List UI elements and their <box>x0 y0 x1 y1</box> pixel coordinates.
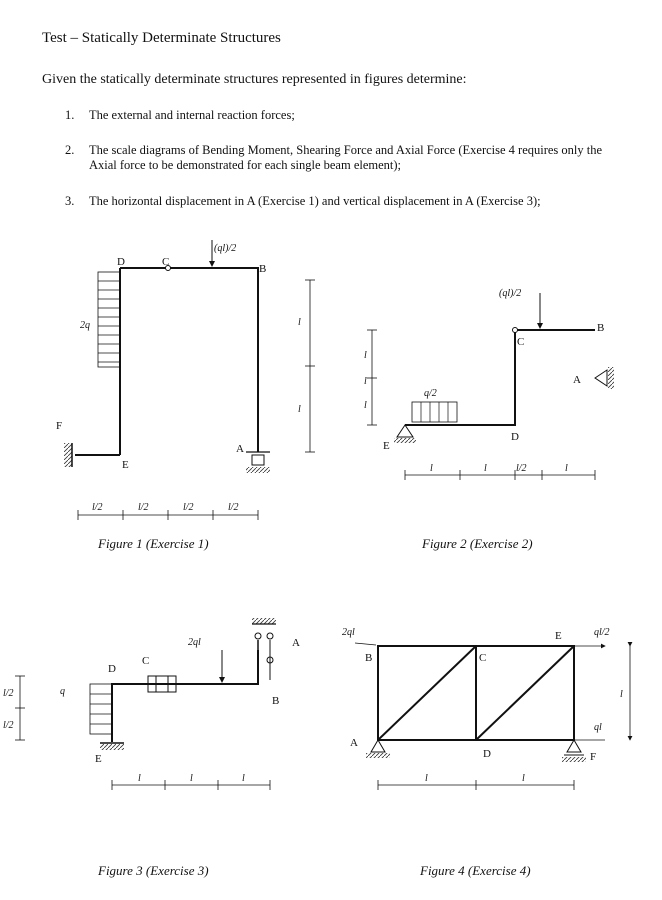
fig4-dim-v1: l <box>620 689 623 700</box>
fig2-label-q2: q/2 <box>424 388 437 399</box>
fig3-dim-h3: l <box>242 773 245 784</box>
fig2-node-b: B <box>597 322 605 334</box>
fig2-node-e: E <box>383 440 390 452</box>
fig1-dim-h3: l/2 <box>183 502 194 513</box>
fig4-label-2ql: 2ql <box>342 627 355 638</box>
fig3-node-e: E <box>95 753 102 765</box>
fig3-dim-h2: l <box>190 773 193 784</box>
fig4-load-left <box>355 643 376 645</box>
fig3-node-c: C <box>142 655 150 667</box>
fig1-dim-h1: l/2 <box>92 502 103 513</box>
fig2-dim-v2: l <box>364 376 367 387</box>
fig3-node-b: B <box>272 695 280 707</box>
fig4-node-a: A <box>350 737 358 749</box>
figure-1 <box>64 240 315 520</box>
task-2-number: 2. <box>65 143 75 157</box>
task-3-text: The horizontal displacement in A (Exercise 1) and vertical displacement in A (Exercise 3); <box>89 194 541 208</box>
fig2-dim-h2: l <box>484 463 487 474</box>
fig1-node-a: A <box>236 443 244 455</box>
fig2-distributed-load <box>412 402 457 422</box>
fig4-label-ql: ql <box>594 722 602 733</box>
fig3-dim-h1: l <box>138 773 141 784</box>
fig2-dim-h1: l <box>430 463 433 474</box>
fig4-node-d: D <box>483 748 491 760</box>
fig2-dim-h3: l/2 <box>516 463 527 474</box>
figure-3 <box>15 618 276 790</box>
fig3-node-a: A <box>292 637 300 649</box>
task-1-text: The external and internal reaction forces; <box>89 108 295 122</box>
fig4-node-b: B <box>365 652 373 664</box>
fig1-node-f: F <box>56 420 63 432</box>
intro-text: Given the statically determinate structures represented in figures determine: <box>42 72 467 87</box>
fig3-label-q: q <box>60 686 65 697</box>
fig1-label-ql2: (ql)/2 <box>214 243 237 254</box>
fig2-node-c: C <box>517 336 525 348</box>
fig4-node-f: F <box>590 751 597 763</box>
fig3-dim-v1: l/2 <box>3 688 14 699</box>
fig3-caption: Figure 3 (Exercise 3) <box>98 863 209 878</box>
fig2-dim-h4: l <box>565 463 568 474</box>
fig1-dim-h2: l/2 <box>138 502 149 513</box>
figure-2 <box>367 293 614 480</box>
task-2-text: The scale diagrams of Bending Moment, Shearing Force and Axial Force (Exercise 4 requires only the Axial force to be demonstrated for each single beam element); <box>89 143 603 172</box>
fig2-hinge-c <box>513 328 518 333</box>
fig4-label-ql2: ql/2 <box>594 627 610 638</box>
task-3-number: 3. <box>65 194 75 208</box>
page-title: Test – Statically Determinate Structures <box>42 30 281 46</box>
fig4-node-e: E <box>555 630 562 642</box>
fig3-label-2ql: 2ql <box>188 637 201 648</box>
fig2-label-ql2: (ql)/2 <box>499 288 522 299</box>
fig1-node-c: C <box>162 256 170 268</box>
fig4-dim-h2: l <box>522 773 525 784</box>
fig2-dim-v3: l <box>364 400 367 411</box>
fig2-node-d: D <box>511 431 519 443</box>
fig2-frame <box>405 330 595 425</box>
figure-4 <box>355 643 630 790</box>
fig1-dim-h4: l/2 <box>228 502 239 513</box>
fig3-distributed-load <box>90 684 112 734</box>
fig4-caption: Figure 4 (Exercise 4) <box>420 863 531 878</box>
fig1-node-d: D <box>117 256 125 268</box>
fig4-node-c: C <box>479 652 487 664</box>
fig3-node-d: D <box>108 663 116 675</box>
fig3-dim-v2: l/2 <box>3 720 14 731</box>
fig1-node-b: B <box>259 263 267 275</box>
fig4-dim-h1: l <box>425 773 428 784</box>
fig2-caption: Figure 2 (Exercise 2) <box>422 536 533 551</box>
fig1-caption: Figure 1 (Exercise 1) <box>98 536 209 551</box>
fig1-node-e: E <box>122 459 129 471</box>
fig2-node-a: A <box>573 374 581 386</box>
fig3-frame <box>112 650 258 742</box>
fig1-dim-v1: l <box>298 317 301 328</box>
fig1-dim-v2: l <box>298 404 301 415</box>
fig1-label-2q: 2q <box>80 320 90 331</box>
fig2-dim-v1: l <box>364 350 367 361</box>
task-1-number: 1. <box>65 108 75 122</box>
fig1-frame <box>75 268 258 455</box>
